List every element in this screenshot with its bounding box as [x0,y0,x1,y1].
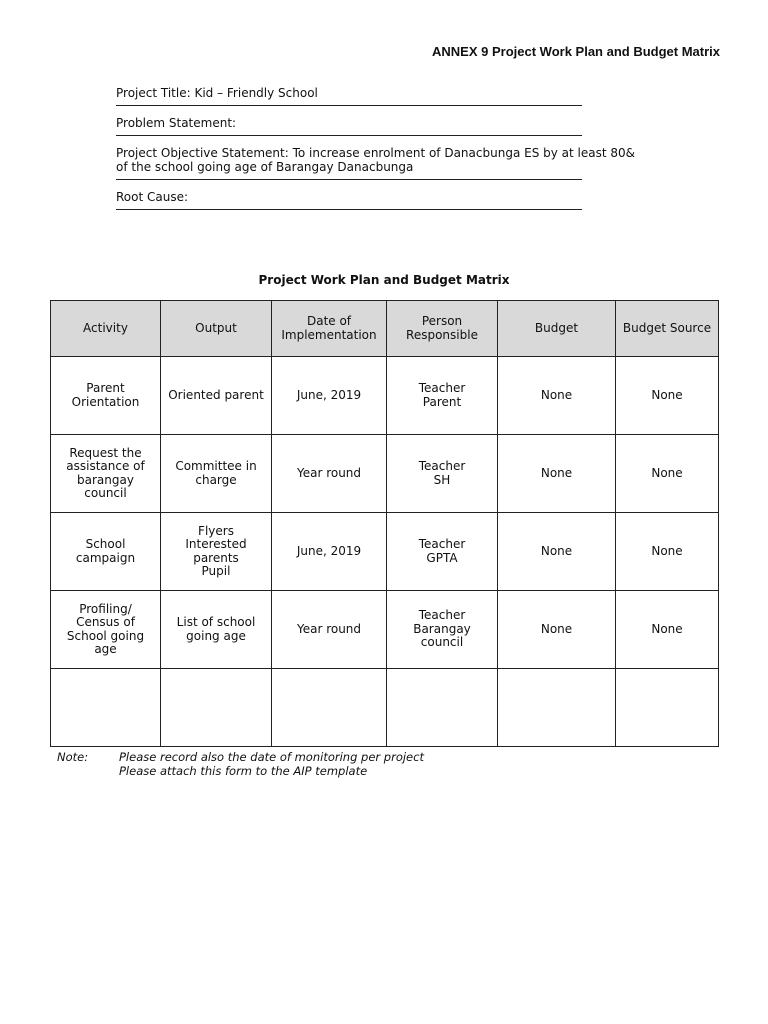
root-cause-text: Root Cause: [116,190,189,204]
cell-date: Year round [272,591,387,669]
cell-budget: None [498,357,616,435]
empty-table-row [51,669,719,747]
note-line-monitoring: Please record also the date of monitoring per project [119,750,424,764]
objective-statement-text: Project Objective Statement: To increase enrolment of Danacbunga ES by at least 80& of the school going age of Barangay Danacbunga [116,146,635,174]
header-person: Person Responsible [387,301,498,357]
annex-title: ANNEX 9 Project Work Plan and Budget Matrix [432,44,720,59]
header-budget-source: Budget Source [616,301,719,357]
cell-activity: Request the assistance of barangay council [51,435,161,513]
work-plan-table [50,300,719,747]
table-header-row [51,301,719,357]
header-output: Output [161,301,272,357]
table-row [51,591,719,669]
problem-statement-field [116,116,642,136]
cell-output: List of school going age [161,591,272,669]
header-date: Date of Implementation [272,301,387,357]
note-label: Note: [57,750,89,764]
cell-budget-source: None [616,591,719,669]
empty-cell [272,669,387,747]
cell-date: Year round [272,435,387,513]
empty-cell [616,669,719,747]
cell-date: June, 2019 [272,513,387,591]
objective-statement-field [116,146,642,180]
cell-person: Teacher Parent [387,357,498,435]
empty-cell [161,669,272,747]
cell-budget-source: None [616,513,719,591]
cell-output: Oriented parent [161,357,272,435]
note-line-attach: Please attach this form to the AIP template [119,764,368,778]
cell-budget-source: None [616,357,719,435]
cell-activity: Parent Orientation [51,357,161,435]
problem-statement-text: Problem Statement: [116,116,237,130]
cell-activity: Profiling/ Census of School going age [51,591,161,669]
empty-cell [387,669,498,747]
cell-activity: School campaign [51,513,161,591]
table-row [51,435,719,513]
note-lines [119,750,424,778]
cell-date: June, 2019 [272,357,387,435]
cell-output: Flyers Interested parents Pupil [161,513,272,591]
project-title-text: Project Title: Kid – Friendly School [116,86,318,100]
cell-person: Teacher Barangay council [387,591,498,669]
problem-statement-line [116,135,582,136]
matrix-title: Project Work Plan and Budget Matrix [258,273,510,287]
cell-budget: None [498,591,616,669]
table-row [51,513,719,591]
empty-cell [51,669,161,747]
objective-statement-line [116,179,582,180]
project-title-line [116,105,582,106]
header-activity: Activity [51,301,161,357]
cell-person: Teacher SH [387,435,498,513]
cell-budget-source: None [616,435,719,513]
header-budget: Budget [498,301,616,357]
cell-budget: None [498,513,616,591]
table-row [51,357,719,435]
empty-cell [498,669,616,747]
root-cause-line [116,209,582,210]
cell-person: Teacher GPTA [387,513,498,591]
cell-output: Committee in charge [161,435,272,513]
cell-budget: None [498,435,616,513]
project-fields [116,86,642,220]
root-cause-field [116,190,642,210]
project-title-field [116,86,642,106]
